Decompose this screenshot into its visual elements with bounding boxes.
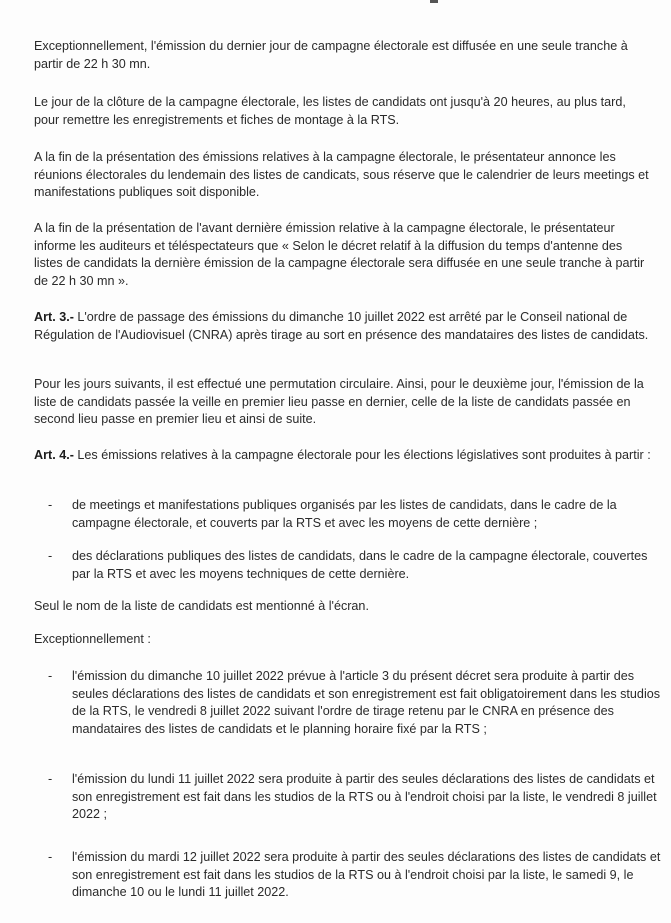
paragraph-circular-permutation: Pour les jours suivants, il est effectué une permutation circulaire. Ainsi, pour le deuxième jour, l'émission de la liste de candidats passée la veille en premier lieu passe en dernier, celle de la liste de candidats passée en second lieu passe en premier lieu et ainsi de suite. <box>34 377 644 426</box>
list-item-text: l'émission du dimanche 10 juillet 2022 prévue à l'article 3 du présent décret sera produite à partir des seules déclarations des listes de candidats et son enregistrement est fait obligatoirement dans les studios de la RTS, le vendredi 8 juillet 2022 suivant l'ordre de tirage retenu par le CNRA en présence des mandataires des listes de candidats et le planning horaire fixé par la RTS ; <box>72 669 661 736</box>
list-item-text: l'émission du mardi 12 juillet 2022 sera produite à partir des seules déclarations des listes de candidats et son enregistrement est fait dans les studios de la RTS ou à l'endroit choisi par la liste, le samedi 9, le dimanche 10 ou le lundi 11 juillet 2022. <box>72 850 661 899</box>
article-3-label: Art. 3.- <box>34 310 74 324</box>
article-4-label: Art. 4.- <box>34 448 74 462</box>
article-4-text: Les émissions relatives à la campagne électorale pour les élections législatives sont produites à partir : <box>73 448 651 462</box>
list-item-text: de meetings et manifestations publiques organisés par les listes de candidats, dans le cadre de la campagne électorale, et couverts par la RTS et avec les moyens de cette dernière ; <box>72 498 617 530</box>
list-dash: - <box>48 772 53 786</box>
paragraph-presenter-announces: A la fin de la présentation des émissions relatives à la campagne électorale, le présentateur annonce les réunions électorales du lendemain des listes de candicats, sous réserve que le calendrier de leurs meetings et manifestations publiques soit disponible. <box>34 150 649 199</box>
paragraph-closing-day: Le jour de la clôture de la campagne électorale, les listes de candidats ont jusqu'à 20 heures, au plus tard, pour remettre les enregistrements et fiches de montage à la RTS. <box>34 95 626 127</box>
list-dash: - <box>48 549 53 563</box>
list-dash: - <box>48 850 53 864</box>
article-3 <box>34 309 654 344</box>
paragraph-penultimate-broadcast: A la fin de la présentation de l'avant dernière émission relative à la campagne électorale, le présentateur informe les auditeurs et téléspectateurs que « Selon le décret relatif à la diffusion du temps d'antenne des listes de candidats la dernière émission de la campagne électorale sera diffusée en une seule tranche à partir de 22 h 30 mn ». <box>34 221 645 288</box>
list-item-text: des déclarations publiques des listes de candidats, dans le cadre de la campagne électorale, couvertes par la RTS et avec les moyens techniques de cette dernière. <box>72 549 648 581</box>
list-dash: - <box>48 669 53 683</box>
paragraph-list-name-on-screen: Seul le nom de la liste de candidats est mentionné à l'écran. <box>34 599 369 613</box>
article-3-text: L'ordre de passage des émissions du dimanche 10 juillet 2022 est arrêté par le Conseil national de Régulation de l'Audiovisuel (CNRA) après tirage au sort en présence des mandataires des listes de candidats. <box>34 310 649 342</box>
page-top-mark <box>430 0 438 3</box>
list-dash: - <box>48 498 53 512</box>
paragraph-exceptional-broadcast: Exceptionnellement, l'émission du dernier jour de campagne électorale est diffusée en une seule tranche à partir de 22 h 30 mn. <box>34 39 628 71</box>
paragraph-exceptionally: Exceptionnellement : <box>34 632 151 646</box>
article-4 <box>34 447 654 465</box>
list-item-text: l'émission du lundi 11 juillet 2022 sera produite à partir des seules déclarations des listes de candidats et son enregistrement est fait dans les studios de la RTS ou à l'endroit choisi par la liste, le vendredi 8 juillet 2022 ; <box>72 772 657 821</box>
